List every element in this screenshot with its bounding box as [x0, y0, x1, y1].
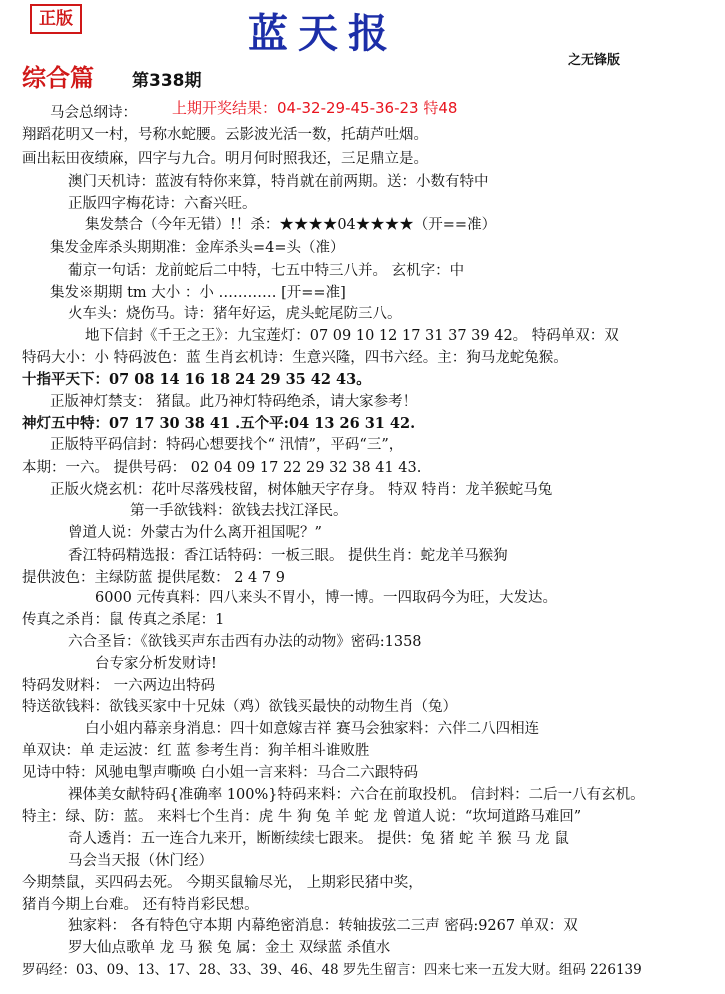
text-line: 正版火烧玄机：花叶尽落残枝留，树体触天字存身。 特双 特肖：龙羊猴蛇马兔	[50, 482, 553, 498]
edition-badge: 正版	[30, 4, 82, 34]
text-line: 葡京一句话：龙前蛇后二中特，七五中特三八并。 玄机字：中	[68, 263, 465, 279]
text-line: 正版神灯禁支： 猪鼠。此乃神灯特码绝杀，请大家参考！	[50, 394, 418, 410]
text-line: 特送欲钱料：欲钱买家中十兄妹（鸡）欲钱买最快的动物生肖（兔）	[22, 699, 457, 715]
text-line: 罗大仙点歌单 龙 马 猴 兔 属：金土 双绿蓝 杀值水	[68, 940, 391, 956]
text-line: 曾道人说：外蒙古为什么离开祖国呢？”	[68, 525, 322, 541]
text-line: 特码大小：小 特码波色：蓝 生肖玄机诗：生意兴隆，四书六经。主：狗马龙蛇兔猴。	[22, 350, 568, 366]
text-line: 罗码经：03、09、13、17、28、33、39、46、48 罗先生留言：四来七来一五发大财。组码 226139	[22, 962, 642, 978]
text-line: 裸体美女献特码{准确率 100%}特码来料：六合在前取投机。 信封料：二后一八有玄机。	[68, 787, 645, 803]
text-line: 马会总纲诗：	[50, 105, 137, 121]
text-line: 正版四字梅花诗：六畜兴旺。	[68, 196, 257, 212]
text-line: 神灯五中特：07 17 30 38 41 .五个平:04 13 26 31 42.	[22, 415, 416, 432]
text-line: 集发金库杀头期期准：金库杀头=4=头（准）	[50, 240, 345, 256]
text-line: 本期：一六。 提供号码： 02 04 09 17 22 29 32 38 41 43.	[22, 460, 422, 476]
text-line: 单双诀：单 走运波：红 蓝 参考生肖：狗羊相斗谁败胜	[22, 743, 370, 759]
newspaper-title: 蓝天报	[248, 10, 398, 57]
text-line: 白小姐内幕亲身消息：四十如意嫁吉祥 赛马会独家料：六伴二八四相连	[85, 721, 540, 737]
text-line: 翔蹈花明又一村，号称水蛇腰。云影波光活一数，托葫芦吐烟。	[22, 127, 428, 143]
text-line: 传真之杀肖：鼠 传真之杀尾：1	[22, 612, 225, 628]
text-line: 今期禁鼠，买四码去死。 今期买鼠输尽光， 上期彩民猪中奖，	[22, 875, 423, 891]
text-line: 马会当天报（休门经）	[68, 853, 213, 869]
text-line: 见诗中特：风驰电掣声嘶唤 白小姐一言来料：马合二六跟特码	[22, 765, 419, 781]
text-line: 特码发财料： 一六两边出特码	[22, 678, 216, 694]
text-line: 正版特平码信封：特码心想要找个“ 汛情”，平码“三”，	[50, 437, 404, 453]
text-line: 十指平天下：07 08 14 16 18 24 29 35 42 43。	[22, 371, 371, 388]
issue-number: 第338期	[132, 71, 202, 91]
text-line: 第一手欲钱料：欲钱去找江泽民。	[130, 503, 348, 519]
text-line: 六合圣旨：《欲钱买声东击西有办法的动物》密码:1358	[68, 634, 422, 650]
text-line: 奇人透肖：五一连合九来开，断断续续七跟来。 提供：兔 猪 蛇 羊 猴 马 龙 鼠	[68, 831, 569, 847]
edition-label: 之无锋版	[568, 53, 621, 68]
last-result: 上期开奖结果：04-32-29-45-36-23 特48	[172, 99, 458, 117]
text-line: 6000 元传真料：四八来头不胃小，博一博。一四取码今为旺，大发达。	[95, 590, 558, 606]
text-line: 地下信封《千王之王》：九宝莲灯：07 09 10 12 17 31 37 39 42。 特码单双：双	[85, 328, 619, 344]
text-line: 香江特码精选报：香江话特码：一板三眼。 提供生肖：蛇龙羊马猴狗	[68, 548, 508, 564]
text-line: 独家料： 各有特色守本期 内幕绝密消息：转轴拔弦二三声 密码:9267 单双：双	[68, 918, 578, 934]
text-line: 澳门天机诗：蓝波有特你来算，特肖就在前两期。送：小数有特中	[68, 174, 489, 190]
section-title: 综合篇	[22, 63, 94, 92]
text-line: 集发禁合（今年无错）!！杀：★★★★04★★★★（开==准）	[85, 217, 497, 233]
text-line: 台专家分析发财诗!	[95, 656, 217, 672]
text-line: 特主：绿、防：蓝。 来料七个生肖：虎 牛 狗 兔 羊 蛇 龙 曾道人说：“坎坷道路马难回”	[22, 809, 582, 825]
text-line: 提供波色：主绿防蓝 提供尾数： 2 4 7 9	[22, 570, 285, 586]
text-line: 集发※期期 tm 大小 ：小 ………… [开==准]	[50, 285, 346, 301]
text-line: 猪肖今期上台难。 还有特肖彩民想。	[22, 897, 259, 913]
text-line: 画出耘田夜绩麻，四字与九合。明月何时照我还，三足鼎立是。	[22, 151, 428, 167]
text-line: 火车头：烧伤马。诗：猪年好运，虎头蛇尾防三八。	[68, 306, 402, 322]
